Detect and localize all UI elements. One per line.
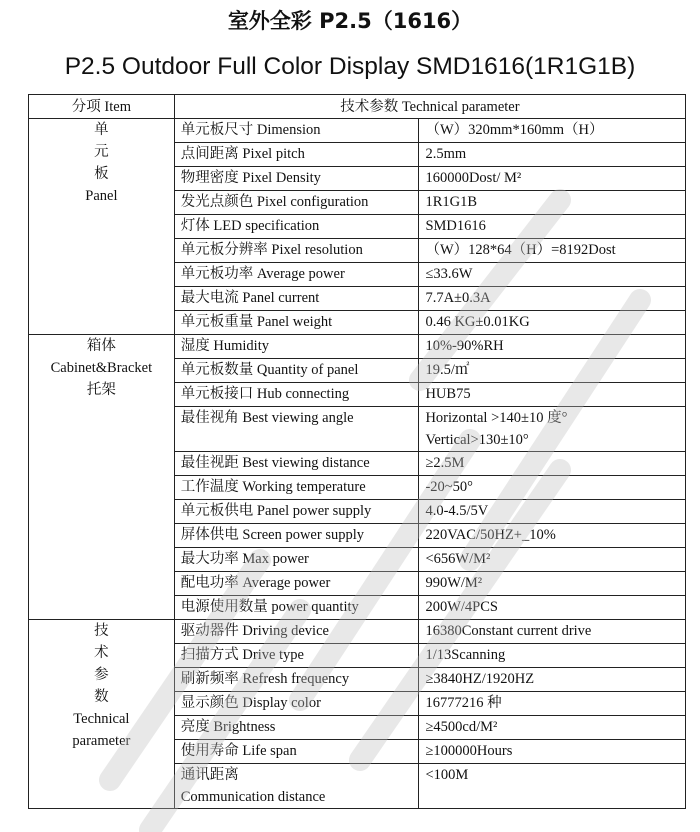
param-value: 220VAC/50HZ+_10% bbox=[419, 524, 686, 548]
param-value: ≥100000Hours bbox=[419, 740, 686, 764]
param-value: 1/13Scanning bbox=[419, 644, 686, 668]
group-label-cabinet bbox=[29, 335, 175, 620]
group-label-char: 术 bbox=[94, 645, 109, 661]
spec-table bbox=[28, 94, 686, 809]
param-value: 200W/4PCS bbox=[419, 596, 686, 620]
param-value bbox=[419, 407, 686, 452]
group-label-cn: 托架 bbox=[86, 382, 116, 398]
param-name: 使用寿命 Life span bbox=[174, 740, 419, 764]
table-row bbox=[29, 119, 686, 143]
group-label-char: 技 bbox=[94, 623, 109, 639]
param-name: 最佳视距 Best viewing distance bbox=[174, 452, 419, 476]
group-label-technical bbox=[29, 620, 175, 809]
param-name: 配电功率 Average power bbox=[174, 572, 419, 596]
param-value: <656W/M² bbox=[419, 548, 686, 572]
param-name: 单元板重量 Panel weight bbox=[174, 311, 419, 335]
param-name: 单元板尺寸 Dimension bbox=[174, 119, 419, 143]
group-label-char: 参 bbox=[94, 667, 109, 683]
param-name: 单元板数量 Quantity of panel bbox=[174, 359, 419, 383]
param-name: 电源使用数量 power quantity bbox=[174, 596, 419, 620]
param-value: 1R1G1B bbox=[419, 191, 686, 215]
group-label-panel bbox=[29, 119, 175, 335]
param-value: ≥4500cd/M² bbox=[419, 716, 686, 740]
param-name: 亮度 Brightness bbox=[174, 716, 419, 740]
param-value: HUB75 bbox=[419, 383, 686, 407]
param-name-line: 通讯距离 bbox=[180, 767, 239, 783]
param-name: 最大功率 Max power bbox=[174, 548, 419, 572]
page-title-english: P2.5 Outdoor Full Color Display SMD1616(1R1G1B) bbox=[64, 53, 636, 80]
param-value: 2.5mm bbox=[419, 143, 686, 167]
param-value: 16777216 种 bbox=[419, 692, 686, 716]
param-name: 扫描方式 Drive type bbox=[174, 644, 419, 668]
page-title-chinese: 室外全彩 P2.5（1616） bbox=[227, 9, 473, 33]
param-value: <100M bbox=[419, 764, 686, 809]
param-name: 驱动器件 Driving device bbox=[174, 620, 419, 644]
table-row bbox=[29, 335, 686, 359]
param-value: -20~50° bbox=[419, 476, 686, 500]
param-name: 最大电流 Panel current bbox=[174, 287, 419, 311]
param-value: （W）320mm*160mm（H） bbox=[419, 119, 686, 143]
param-name: 点间距离 Pixel pitch bbox=[174, 143, 419, 167]
param-name: 物理密度 Pixel Density bbox=[174, 167, 419, 191]
group-label-en: Technical bbox=[73, 711, 130, 727]
param-name: 显示颜色 Display color bbox=[174, 692, 419, 716]
table-row bbox=[29, 620, 686, 644]
param-value: （W）128*64（H）=8192Dost bbox=[419, 239, 686, 263]
group-label-char: 元 bbox=[94, 144, 109, 160]
param-value: 160000Dost/ M² bbox=[419, 167, 686, 191]
param-name: 单元板功率 Average power bbox=[174, 263, 419, 287]
group-label-char: 板 bbox=[94, 166, 109, 182]
param-value-line: Vertical>130±10° bbox=[425, 432, 529, 448]
group-label-en: parameter bbox=[72, 733, 131, 749]
header-parameter: 技术参数 Technical parameter bbox=[174, 95, 685, 119]
param-name: 湿度 Humidity bbox=[174, 335, 419, 359]
param-name: 屏体供电 Screen power supply bbox=[174, 524, 419, 548]
param-value: 990W/M² bbox=[419, 572, 686, 596]
param-value: 19.5/㎡ bbox=[419, 359, 686, 383]
param-name: 单元板分辨率 Pixel resolution bbox=[174, 239, 419, 263]
param-value: 16380Constant current drive bbox=[419, 620, 686, 644]
table-header-row bbox=[29, 95, 686, 119]
param-name: 最佳视角 Best viewing angle bbox=[174, 407, 419, 452]
group-label-char: 数 bbox=[94, 689, 109, 705]
group-label-en: Cabinet&Bracket bbox=[50, 360, 153, 376]
param-name: 发光点颜色 Pixel configuration bbox=[174, 191, 419, 215]
header-item: 分项 Item bbox=[29, 95, 175, 119]
param-value: SMD1616 bbox=[419, 215, 686, 239]
param-value: 10%-90%RH bbox=[419, 335, 686, 359]
param-name: 灯体 LED specification bbox=[174, 215, 419, 239]
group-label-char: 单 bbox=[94, 122, 109, 138]
group-label-en: Panel bbox=[85, 188, 118, 204]
param-value: ≥3840HZ/1920HZ bbox=[419, 668, 686, 692]
param-name-line: Communication distance bbox=[180, 789, 326, 805]
param-name: 刷新频率 Refresh frequency bbox=[174, 668, 419, 692]
param-name: 工作温度 Working temperature bbox=[174, 476, 419, 500]
param-name bbox=[174, 764, 419, 809]
param-value: 7.7A±0.3A bbox=[419, 287, 686, 311]
param-value: ≤33.6W bbox=[419, 263, 686, 287]
group-label-cn: 箱体 bbox=[86, 338, 116, 354]
param-name: 单元板供电 Panel power supply bbox=[174, 500, 419, 524]
param-name: 单元板接口 Hub connecting bbox=[174, 383, 419, 407]
param-value: 0.46 KG±0.01KG bbox=[419, 311, 686, 335]
param-value: ≥2.5M bbox=[419, 452, 686, 476]
param-value-line: Horizontal >140±10 度° bbox=[425, 410, 568, 426]
param-value: 4.0-4.5/5V bbox=[419, 500, 686, 524]
